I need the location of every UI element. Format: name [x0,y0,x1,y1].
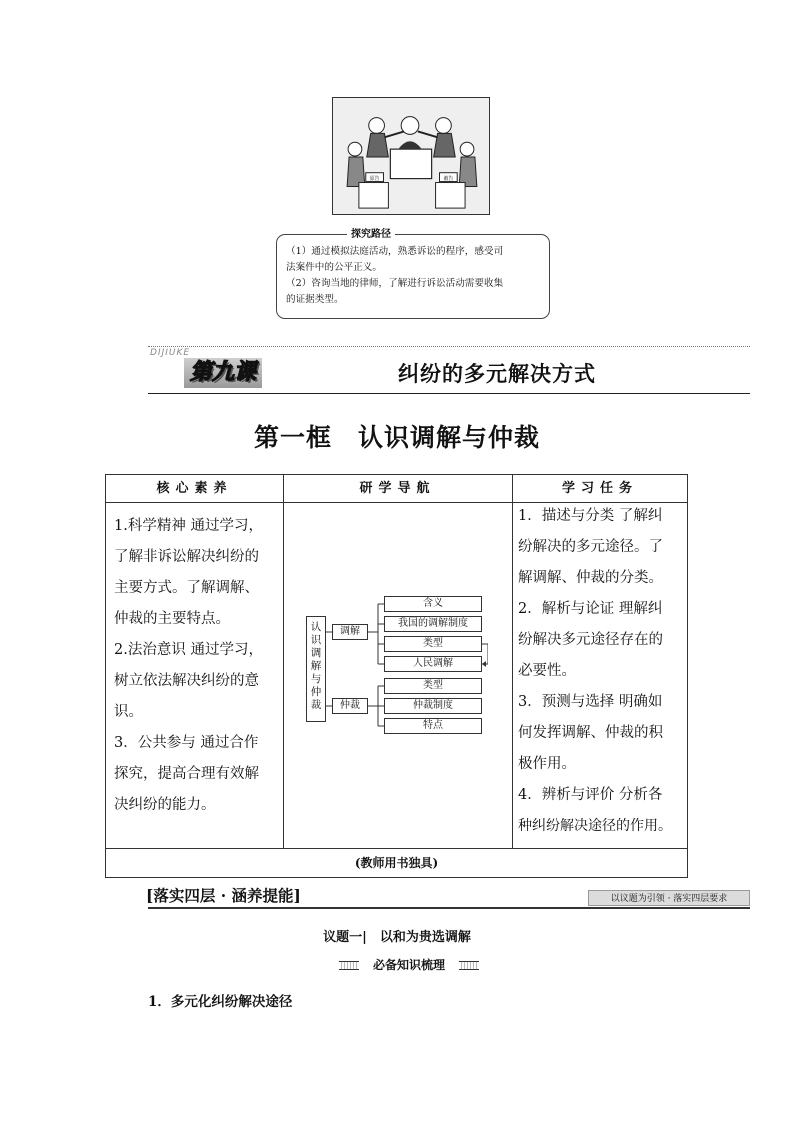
defendant-sign: 被告 [443,176,454,183]
lesson-title: 纠纷的多元解决方式 [398,361,596,386]
task-line: 解调解、仲裁的分类。 [518,570,663,586]
core-literacy-cell [114,511,280,821]
diagram-root: 认识调解与仲裁 [306,616,326,722]
lesson-pinyin: DIJIUKE [150,348,191,358]
divider [148,393,750,394]
diagram-item: 含义 [384,596,482,612]
diagram-item: 我国的调解制度 [384,616,482,632]
explore-path-title: 探究路径 [347,227,395,243]
lesson-badge: 第九课 [184,358,262,388]
explore-path-box [276,229,550,319]
explore-line: （2）咨询当地的律师，了解进行诉讼活动需要收集 [286,278,504,289]
teacher-note: (教师用书独具) [106,848,687,879]
diagram-item: 类型 [384,678,482,694]
overview-table [105,474,688,878]
task-line: 1．描述与分类 了解纠 [518,508,663,524]
core-literacy-line: 识。 [114,704,143,720]
knowledge-bar [339,956,479,974]
core-literacy-line: 仲裁的主要特点。 [114,611,230,627]
study-guide-diagram [302,592,488,752]
topic-title: 议题一| 以和为贵选调解 [323,930,471,945]
diagram-item: 仲裁制度 [384,698,482,714]
diagram-item: 人民调解 [384,656,482,672]
task-line: 种纠纷解决途径的作用。 [518,818,672,834]
core-literacy-line: 了解非诉讼解决纠纷的 [114,549,259,565]
courtroom-illustration [332,97,490,215]
task-line: 3．预测与选择 明确如 [518,694,663,710]
header-learning-tasks: 学习任务 [561,481,638,496]
explore-line: （1）通过模拟法庭活动，熟悉诉讼的程序，感受司 [286,246,504,257]
learning-tasks-cell [518,501,690,842]
divider [148,346,750,347]
core-literacy-line: 决纠纷的能力。 [114,797,216,813]
core-literacy-line: 主要方式。了解调解、 [114,580,259,596]
core-literacy-line: 3．公共参与 通过合作 [114,735,259,751]
task-line: 必要性。 [518,663,576,679]
diagram-branch-mediation: 调解 [332,624,368,640]
header-core-literacy: 核心素养 [156,481,233,496]
knowledge-bar-label: 必备知识梳理 [359,956,459,974]
diagram-item: 特点 [384,718,482,734]
core-literacy-line: 探究，提高合理有效解 [114,766,259,782]
courtroom-drawing [333,98,489,214]
lesson-header [148,344,750,396]
task-line: 4．辨析与评价 分析各 [518,787,663,803]
column-divider [283,475,284,848]
section-header: [落实四层 · 涵养提能] [146,886,301,905]
plaintiff-sign: 原告 [369,176,380,183]
divider [148,907,750,909]
task-line: 纷解决的多元途径。了 [518,539,663,555]
core-literacy-line: 2.法治意识 通过学习， [114,642,263,658]
section-tag: 以议题为引领 · 落实四层要求 [588,890,750,906]
task-line: 极作用。 [518,756,576,772]
explore-line: 的证据类型。 [286,294,344,305]
frame-title: 第一框 认识调解与仲裁 [253,423,540,452]
core-literacy-line: 1.科学精神 通过学习， [114,518,263,534]
explore-line: 法案件中的公平正义。 [286,262,382,273]
task-line: 何发挥调解、仲裁的积 [518,725,663,741]
task-line: 纷解决多元途径存在的 [518,632,663,648]
table-header [106,475,687,503]
task-line: 2．解析与论证 理解纠 [518,601,663,617]
item-heading: 1．多元化纠纷解决途径 [148,994,293,1010]
header-study-guide: 研学导航 [359,481,436,496]
core-literacy-line: 树立依法解决纠纷的意 [114,673,259,689]
diagram-item: 类型 [384,636,482,652]
diagram-branch-arbitration: 仲裁 [332,698,368,714]
column-divider [512,475,513,848]
